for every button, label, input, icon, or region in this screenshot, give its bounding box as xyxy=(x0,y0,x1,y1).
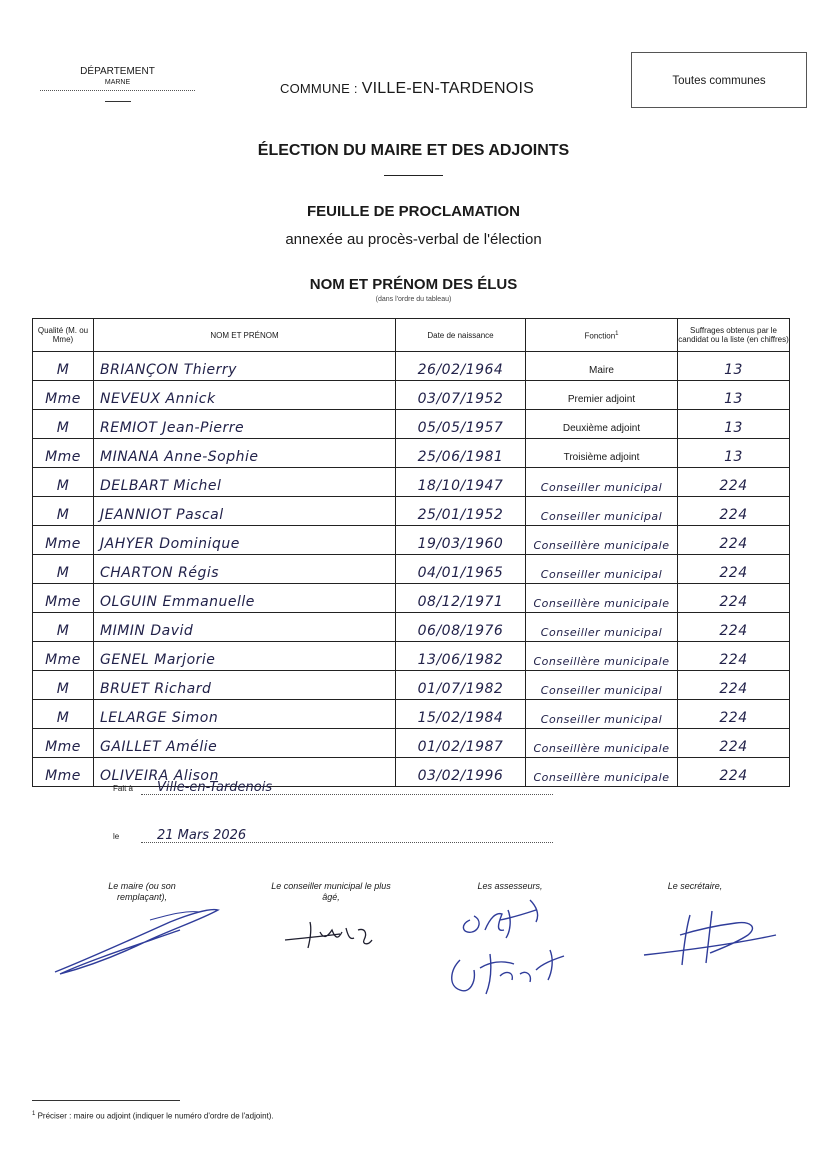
cell-fonction-value: Conseiller municipal xyxy=(540,626,663,639)
cell-qualite xyxy=(33,497,94,526)
header-nom: NOM ET PRÉNOM xyxy=(94,319,396,352)
cell-suffrages xyxy=(678,700,790,729)
table-row xyxy=(33,642,790,671)
cell-fonction xyxy=(526,439,678,468)
cell-nom-value: BRIANÇON Thierry xyxy=(100,362,237,378)
cell-qualite xyxy=(33,729,94,758)
signature-label-assesseurs: Les assesseurs, xyxy=(477,881,543,891)
elected-title: NOM ET PRÉNOM DES ÉLUS xyxy=(309,276,518,293)
cell-qualite-value: M xyxy=(56,623,70,639)
cell-naissance-value: 03/02/1996 xyxy=(417,768,504,784)
cell-nom xyxy=(94,700,396,729)
header-fonction xyxy=(526,319,678,352)
cell-fonction-value: Conseillère municipale xyxy=(533,742,670,755)
place-line xyxy=(113,780,553,795)
cell-fonction xyxy=(526,642,678,671)
table-row xyxy=(33,410,790,439)
table-row xyxy=(33,526,790,555)
cell-naissance xyxy=(396,613,526,642)
cell-qualite xyxy=(33,439,94,468)
cell-nom-value: GENEL Marjorie xyxy=(100,652,216,668)
cell-qualite xyxy=(33,410,94,439)
cell-nom-value: LELARGE Simon xyxy=(100,710,219,726)
cell-fonction xyxy=(526,410,678,439)
sheet-title: FEUILLE DE PROCLAMATION xyxy=(306,203,521,220)
cell-qualite-value: Mme xyxy=(45,768,81,784)
cell-qualite-value: Mme xyxy=(45,739,81,755)
cell-suffrages-value: 224 xyxy=(719,623,748,639)
scope-box-text: Toutes communes xyxy=(672,75,766,87)
cell-suffrages xyxy=(678,497,790,526)
cell-naissance xyxy=(396,381,526,410)
cell-suffrages xyxy=(678,613,790,642)
cell-naissance-value: 01/07/1982 xyxy=(417,681,504,697)
cell-naissance-value: 25/01/1952 xyxy=(417,507,504,523)
table-row xyxy=(33,671,790,700)
cell-qualite xyxy=(33,555,94,584)
cell-naissance xyxy=(396,671,526,700)
cell-suffrages-value: 13 xyxy=(724,420,743,436)
cell-suffrages xyxy=(678,584,790,613)
cell-nom xyxy=(94,439,396,468)
cell-fonction xyxy=(526,352,678,381)
title-rule xyxy=(384,175,443,176)
cell-suffrages xyxy=(678,642,790,671)
cell-fonction xyxy=(526,381,678,410)
cell-naissance-value: 13/06/1982 xyxy=(417,652,504,668)
cell-fonction xyxy=(526,613,678,642)
header-fonction-label: Fonction xyxy=(584,331,616,341)
cell-nom xyxy=(94,497,396,526)
table-row xyxy=(33,439,790,468)
cell-naissance-value: 26/02/1964 xyxy=(417,362,504,378)
cell-qualite-value: M xyxy=(56,507,70,523)
cell-naissance xyxy=(396,497,526,526)
cell-nom-value: OLGUIN Emmanuelle xyxy=(100,594,255,610)
cell-qualite xyxy=(33,758,94,787)
cell-suffrages-value: 13 xyxy=(724,362,743,378)
cell-fonction-value: Conseiller municipal xyxy=(540,713,663,726)
cell-qualite-value: M xyxy=(56,362,70,378)
cell-suffrages xyxy=(678,352,790,381)
signature-assesseurs xyxy=(440,890,580,1005)
cell-qualite-value: M xyxy=(56,710,70,726)
table-row xyxy=(33,381,790,410)
cell-qualite xyxy=(33,584,94,613)
cell-naissance xyxy=(396,352,526,381)
table-row xyxy=(33,758,790,787)
cell-fonction-value: Conseillère municipale xyxy=(533,655,670,668)
cell-qualite-value: Mme xyxy=(45,594,81,610)
cell-fonction xyxy=(526,758,678,787)
commune-name: VILLE-EN-TARDENOIS xyxy=(361,80,534,97)
cell-suffrages xyxy=(678,671,790,700)
signature-secretaire xyxy=(640,905,780,970)
cell-qualite-value: Mme xyxy=(45,391,81,407)
cell-nom xyxy=(94,584,396,613)
cell-nom xyxy=(94,555,396,584)
signature-conseiller xyxy=(280,910,380,955)
cell-naissance xyxy=(396,700,526,729)
footnote-rule xyxy=(32,1100,180,1101)
cell-fonction xyxy=(526,526,678,555)
cell-naissance-value: 04/01/1965 xyxy=(417,565,504,581)
cell-qualite xyxy=(33,700,94,729)
cell-suffrages-value: 224 xyxy=(719,681,748,697)
commune-label: COMMUNE : xyxy=(280,81,358,96)
table-body xyxy=(33,352,790,787)
cell-suffrages xyxy=(678,526,790,555)
cell-nom xyxy=(94,468,396,497)
cell-naissance-value: 19/03/1960 xyxy=(417,536,504,552)
cell-naissance xyxy=(396,468,526,497)
cell-suffrages xyxy=(678,410,790,439)
cell-nom xyxy=(94,526,396,555)
table-row xyxy=(33,584,790,613)
cell-naissance xyxy=(396,555,526,584)
cell-nom xyxy=(94,642,396,671)
commune-line xyxy=(280,80,534,98)
cell-nom-value: CHARTON Régis xyxy=(100,565,220,581)
cell-qualite xyxy=(33,381,94,410)
cell-naissance xyxy=(396,729,526,758)
cell-nom xyxy=(94,381,396,410)
cell-qualite xyxy=(33,526,94,555)
cell-fonction-value: Troisième adjoint xyxy=(563,452,640,463)
cell-suffrages-value: 13 xyxy=(724,391,743,407)
footnote-number: 1 xyxy=(32,1111,36,1117)
cell-fonction-value: Conseillère municipale xyxy=(533,597,670,610)
footnote xyxy=(32,1111,274,1121)
cell-suffrages-value: 224 xyxy=(719,478,748,494)
cell-qualite-value: Mme xyxy=(45,449,81,465)
cell-suffrages-value: 224 xyxy=(719,739,748,755)
place-label: Fait à xyxy=(113,784,134,793)
cell-nom-value: GAILLET Amélie xyxy=(100,739,218,755)
cell-suffrages-value: 224 xyxy=(719,507,748,523)
cell-fonction-value: Premier adjoint xyxy=(567,394,636,405)
signature-label-secretaire: Le secrétaire, xyxy=(667,881,723,891)
cell-fonction xyxy=(526,729,678,758)
table-row xyxy=(33,352,790,381)
cell-qualite-value: M xyxy=(56,681,70,697)
cell-naissance-value: 15/02/1984 xyxy=(417,710,504,726)
cell-qualite-value: M xyxy=(56,478,70,494)
cell-naissance xyxy=(396,584,526,613)
page-title: ÉLECTION DU MAIRE ET DES ADJOINTS xyxy=(257,142,570,159)
cell-nom-value: MIMIN David xyxy=(100,623,194,639)
footnote-text: Préciser : maire ou adjoint (indiquer le numéro d'ordre de l'adjoint). xyxy=(37,1111,274,1121)
header-suffrages: Suffrages obtenus par le candidat ou la liste (en chiffres) xyxy=(678,319,790,352)
cell-suffrages xyxy=(678,468,790,497)
department-block xyxy=(40,66,195,102)
cell-nom-value: DELBART Michel xyxy=(100,478,222,494)
header-naissance: Date de naissance xyxy=(396,319,526,352)
cell-nom xyxy=(94,352,396,381)
cell-fonction-value: Conseiller municipal xyxy=(540,568,663,581)
header-qualite: Qualité (M. ou Mme) xyxy=(33,319,94,352)
elected-note: (dans l'ordre du tableau) xyxy=(375,296,452,303)
cell-suffrages xyxy=(678,729,790,758)
cell-qualite xyxy=(33,613,94,642)
department-label: DÉPARTEMENT xyxy=(80,66,155,77)
cell-naissance xyxy=(396,526,526,555)
department-value: MARNE xyxy=(104,79,131,86)
cell-suffrages-value: 224 xyxy=(719,710,748,726)
cell-nom-value: BRUET Richard xyxy=(100,681,212,697)
cell-nom xyxy=(94,410,396,439)
cell-nom xyxy=(94,729,396,758)
cell-nom-value: REMIOT Jean-Pierre xyxy=(100,420,245,436)
cell-naissance xyxy=(396,642,526,671)
cell-qualite xyxy=(33,642,94,671)
cell-qualite-value: Mme xyxy=(45,536,81,552)
cell-naissance-value: 25/06/1981 xyxy=(417,449,504,465)
cell-suffrages-value: 224 xyxy=(719,594,748,610)
table-row xyxy=(33,497,790,526)
cell-naissance-value: 01/02/1987 xyxy=(417,739,504,755)
cell-suffrages xyxy=(678,381,790,410)
cell-naissance xyxy=(396,758,526,787)
table-row xyxy=(33,700,790,729)
cell-fonction-value: Conseillère municipale xyxy=(533,771,670,784)
cell-suffrages xyxy=(678,555,790,584)
cell-qualite-value: M xyxy=(56,565,70,581)
signature-maire xyxy=(50,900,225,980)
cell-naissance xyxy=(396,410,526,439)
cell-suffrages-value: 224 xyxy=(719,652,748,668)
cell-naissance-value: 06/08/1976 xyxy=(417,623,504,639)
cell-suffrages-value: 224 xyxy=(719,536,748,552)
cell-fonction xyxy=(526,555,678,584)
cell-nom-value: OLIVEIRA Alison xyxy=(100,768,219,784)
cell-fonction xyxy=(526,497,678,526)
table-row xyxy=(33,555,790,584)
place-value: Ville-en-Tardenois xyxy=(157,780,273,795)
cell-suffrages xyxy=(678,439,790,468)
cell-suffrages-value: 224 xyxy=(719,768,748,784)
cell-nom xyxy=(94,613,396,642)
cell-nom-value: JAHYER Dominique xyxy=(100,536,240,552)
cell-fonction-value: Conseiller municipal xyxy=(540,510,663,523)
department-rule xyxy=(105,101,131,102)
cell-fonction xyxy=(526,468,678,497)
cell-fonction-value: Conseiller municipal xyxy=(540,684,663,697)
cell-naissance-value: 08/12/1971 xyxy=(417,594,504,610)
scope-box xyxy=(631,52,807,108)
cell-suffrages-value: 13 xyxy=(724,449,743,465)
sheet-subtitle: annexée au procès-verbal de l'élection xyxy=(285,231,542,248)
cell-fonction xyxy=(526,671,678,700)
cell-nom-value: JEANNIOT Pascal xyxy=(100,507,224,523)
cell-qualite xyxy=(33,352,94,381)
footnote-marker: 1 xyxy=(615,330,619,337)
cell-qualite xyxy=(33,671,94,700)
table-header-row xyxy=(33,319,790,352)
date-label: le xyxy=(113,832,120,841)
elected-table xyxy=(32,318,790,787)
cell-fonction xyxy=(526,700,678,729)
cell-nom xyxy=(94,671,396,700)
cell-suffrages-value: 224 xyxy=(719,565,748,581)
table-row xyxy=(33,468,790,497)
signature-label-maire: Le maire (ou son remplaçant), xyxy=(108,881,176,902)
cell-qualite-value: Mme xyxy=(45,652,81,668)
cell-fonction xyxy=(526,584,678,613)
cell-fonction-value: Conseiller municipal xyxy=(540,481,663,494)
date-value: 21 Mars 2026 xyxy=(157,828,247,843)
table-row xyxy=(33,613,790,642)
cell-nom-value: MINANA Anne-Sophie xyxy=(100,449,259,465)
cell-naissance-value: 18/10/1947 xyxy=(417,478,504,494)
cell-fonction-value: Conseillère municipale xyxy=(533,539,670,552)
cell-fonction-value: Maire xyxy=(588,365,614,376)
cell-suffrages xyxy=(678,758,790,787)
cell-naissance xyxy=(396,439,526,468)
cell-qualite-value: M xyxy=(56,420,70,436)
cell-nom-value: NEVEUX Annick xyxy=(100,391,216,407)
cell-fonction-value: Deuxième adjoint xyxy=(562,423,641,434)
cell-naissance-value: 05/05/1957 xyxy=(417,420,504,436)
date-line xyxy=(113,828,553,843)
cell-naissance-value: 03/07/1952 xyxy=(417,391,504,407)
table-row xyxy=(33,729,790,758)
department-dotted-line xyxy=(40,88,195,91)
cell-qualite xyxy=(33,468,94,497)
signature-label-conseiller: Le conseiller municipal le plus âgé, xyxy=(271,881,391,902)
